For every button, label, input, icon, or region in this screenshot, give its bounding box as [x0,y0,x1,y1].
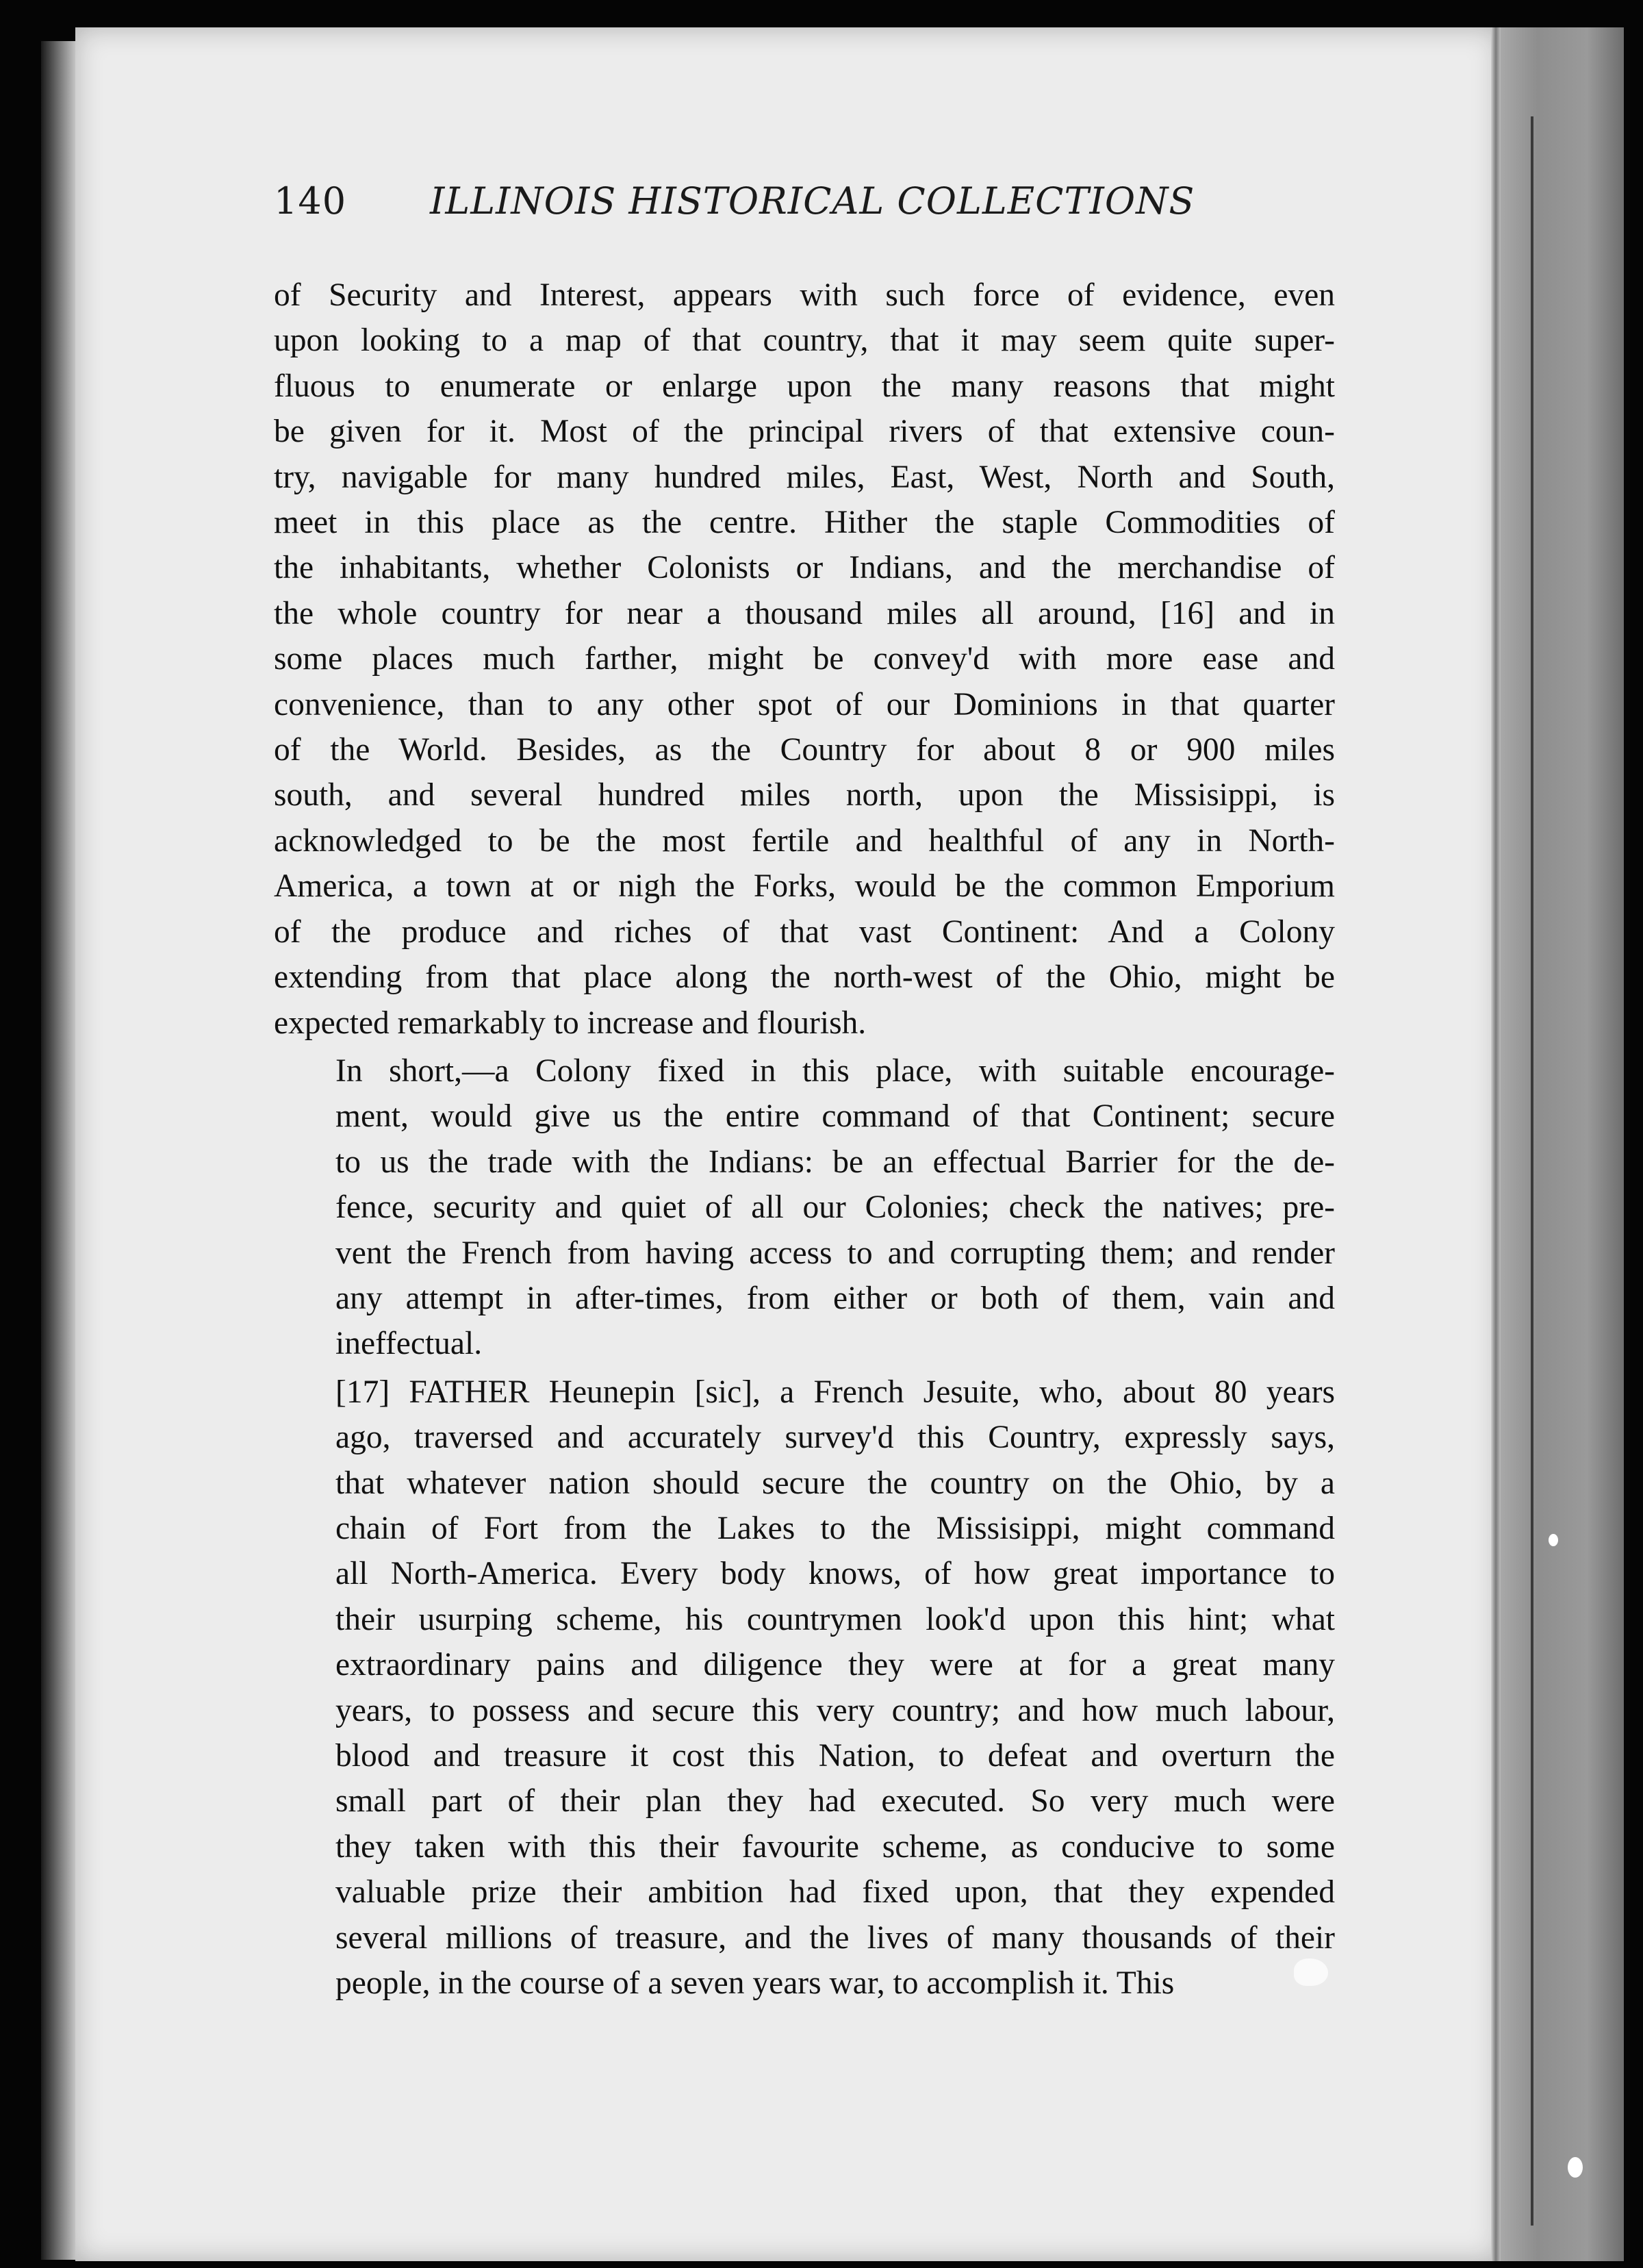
text-line: In short,—a Colony fixed in this place, with suitable encourage- [335,1053,1335,1089]
text-line: convenience, than to any other spot of our Dominions in that quarter [274,686,1335,722]
text-line: of the World. Besides, as the Country for about 8 or 900 miles [274,732,1335,768]
paragraph-1 [274,273,1335,1046]
text-line: the whole country for near a thousand miles all around, [16] and in [274,595,1335,631]
text-line: their usurping scheme, his countrymen look'd upon this hint; what [335,1601,1335,1637]
text-line: meet in this place as the centre. Hither the staple Commodities of [274,505,1335,541]
text-line: any attempt in after-times, from either or both of them, vain and [335,1280,1335,1316]
body-text [274,273,1335,2006]
page-number: 140 [274,179,347,223]
text-line: ineffectual. [335,1326,483,1362]
facing-page-edge [1501,27,1624,2261]
facing-page-fold-line [1531,116,1533,2226]
text-line: small part of their plan they had executed. So very much were [335,1783,1335,1819]
text-line: fence, security and quiet of all our Colonies; check the natives; pre- [335,1189,1335,1226]
text-line: [17] FATHER Heunepin [sic], a French Jesuite, who, about 80 years [335,1374,1335,1410]
text-line: several millions of treasure, and the lives of many thousands of their [335,1919,1335,1956]
text-line: the inhabitants, whether Colonists or Indians, and the merchandise of [274,550,1335,586]
text-line: upon looking to a map of that country, that it may seem quite super- [274,323,1335,359]
text-line: all North-America. Every body knows, of how great importance to [335,1556,1335,1592]
text-line: ago, traversed and accurately survey'd this Country, expressly says, [335,1420,1335,1456]
text-line: to us the trade with the Indians: be an effectual Barrier for the de- [335,1144,1335,1180]
text-line: vent the French from having access to and corrupting them; and render [335,1235,1335,1271]
text-line: of the produce and riches of that vast Continent: And a Colony [274,914,1335,950]
text-line: America, a town at or nigh the Forks, would be the common Emporium [274,868,1335,905]
text-line: acknowledged to be the most fertile and healthful of any in North- [274,822,1335,859]
text-line: extraordinary pains and diligence they were at for a great many [335,1647,1335,1683]
paragraph-2 [274,1048,1335,1367]
text-line: extending from that place along the north-west of the Ohio, might be [274,959,1335,996]
text-line: that whatever nation should secure the country on the Ohio, by a [335,1465,1335,1501]
paper-speck [1549,1534,1558,1546]
text-line: some places much farther, might be convey'd with more ease and [274,641,1335,677]
text-line: be given for it. Most of the principal rivers of that extensive coun- [274,414,1335,450]
text-line: blood and treasure it cost this Nation, to defeat and overturn the [335,1738,1335,1774]
running-title: ILLINOIS HISTORICAL COLLECTIONS [430,179,1195,223]
text-line: years, to possess and secure this very country; and how much labour, [335,1692,1335,1728]
text-line: expected remarkably to increase and flourish. [274,1005,867,1041]
text-line: they taken with this their favourite scheme, as conducive to some [335,1828,1335,1865]
text-line: fluous to enumerate or enlarge upon the many reasons that might [274,368,1335,404]
text-line: south, and several hundred miles north, upon the Missisippi, is [274,777,1335,814]
paragraph-3 [274,1370,1335,2006]
text-line: chain of Fort from the Lakes to the Missisippi, might command [335,1510,1335,1546]
paper-speck [1568,2157,1583,2178]
book-gutter [1491,27,1501,2261]
text-line: ment, would give us the entire command of that Continent; secure [335,1098,1335,1135]
text-line: try, navigable for many hundred miles, East, West, North and South, [274,459,1335,495]
text-line: people, in the course of a seven years war, to accomplish it. This [335,1965,1175,2002]
text-line: of Security and Interest, appears with such force of evidence, even [274,277,1335,313]
paper-blemish [1294,1958,1328,1986]
text-line: valuable prize their ambition had fixed upon, that they expended [335,1874,1335,1911]
